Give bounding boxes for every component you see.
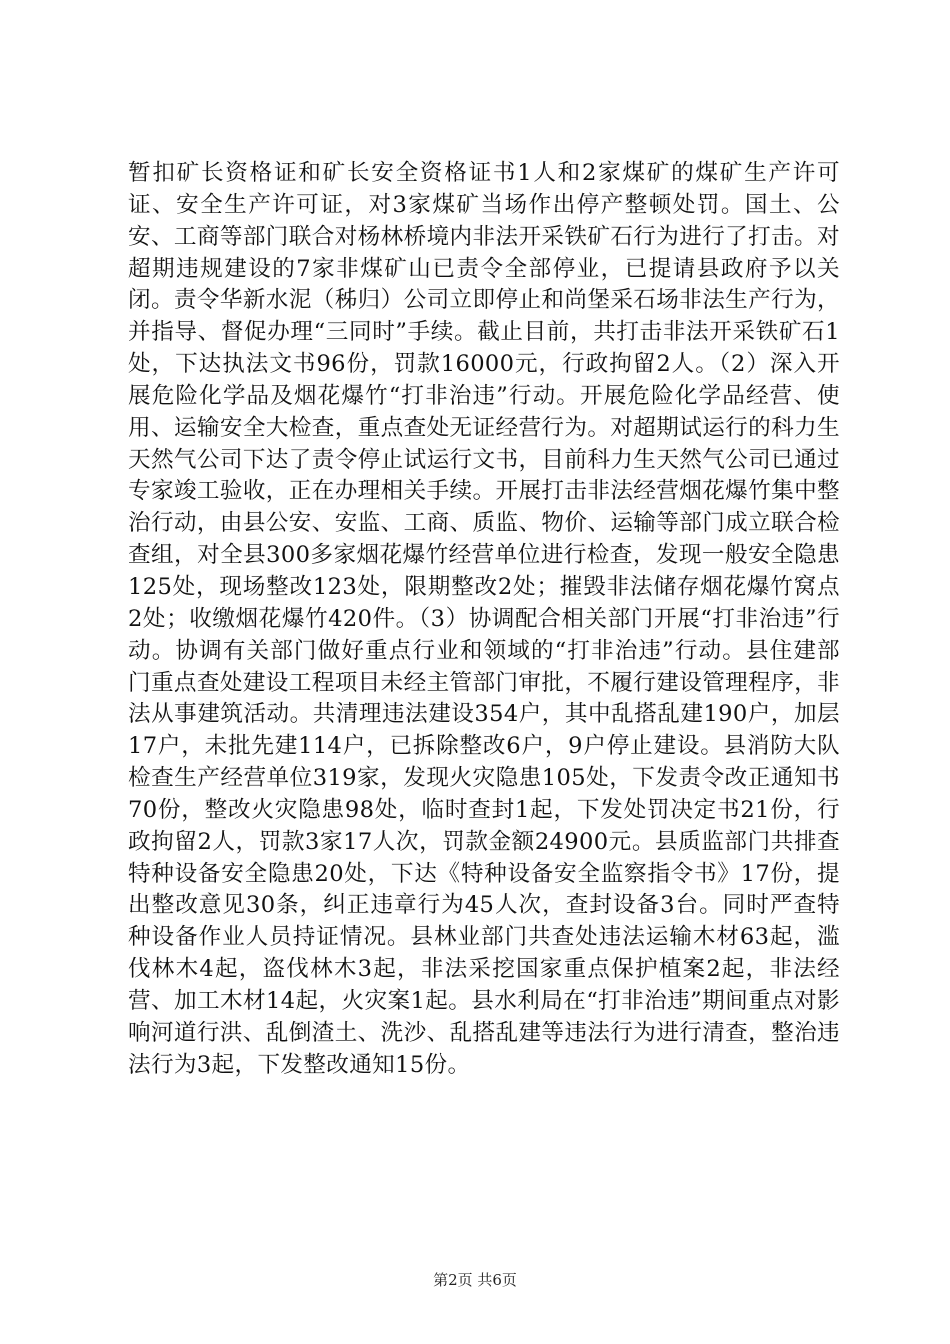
page-number-footer: 第2页 共6页 (433, 1271, 517, 1289)
body-paragraph: 暂扣矿长资格证和矿长安全资格证书1人和2家煤矿的煤矿生产许可证、安全生产许可证，对3家煤矿当场作出停产整顿处罚。国土、公安、工商等部门联合对杨林桥境内非法开采铁矿石行为进行了打击。对超期违规建设的7家非煤矿山已责令全部停业，已提请县政府予以关闭。责令华新水泥（秭归）公司立即停止和尚堡采石场非法生产行为，并指导、督促办理“三同时”手续。截止目前，共打击非法开采铁矿石1处，下达执法文书96份，罚款16000元，行政拘留2人。（2）深入开展危险化学品及烟花爆竹“打非治违”行动。开展危险化学品经营、使用、运输安全大检查，重点查处无证经营行为。对超期试运行的科力生天然气公司下达了责令停止试运行文书，目前科力生天然气公司已通过专家竣工验收，正在办理相关手续。开展打击非法经营烟花爆竹集中整治行动，由县公安、安监、工商、质监、物价、运输等部门成立联合检查组，对全县300多家烟花爆竹经营单位进行检查，发现一般安全隐患125处，现场整改123处，限期整改2处；摧毁非法储存烟花爆竹窝点2处；收缴烟花爆竹420件。（3）协调配合相关部门开展“打非治违”行动。协调有关部门做好重点行业和领域的“打非治违”行动。县住建部门重点查处建设工程项目未经主管部门审批，不履行建设管理程序，非法从事建筑活动。共清理违法建设354户，其中乱搭乱建190户，加层17户，未批先建114户，已拆除整改6户，9户停止建设。县消防大队检查生产经营单位319家，发现火灾隐患105处，下发责令改正通知书70份，整改火灾隐患98处，临时查封1起，下发处罚决定书21份，行政拘留2人，罚款3家17人次，罚款金额24900元。县质监部门共排查特种设备安全隐患20处，下达《特种设备安全监察指令书》17份，提出整改意见30条，纠正违章行为45人次，查封设备3台。同时严查特种设备作业人员持证情况。县林业部门共查处违法运输木材63起，滥伐林木4起，盗伐林木3起，非法采挖国家重点保护植案2起，非法经营、加工木材14起，火灾案1起。县水利局在“打非治违”期间重点对影响河道行洪、乱倒渣土、洗沙、乱搭乱建等违法行为进行清查，整治违法行为3起，下发整改通知15份。 (128, 160, 840, 1078)
